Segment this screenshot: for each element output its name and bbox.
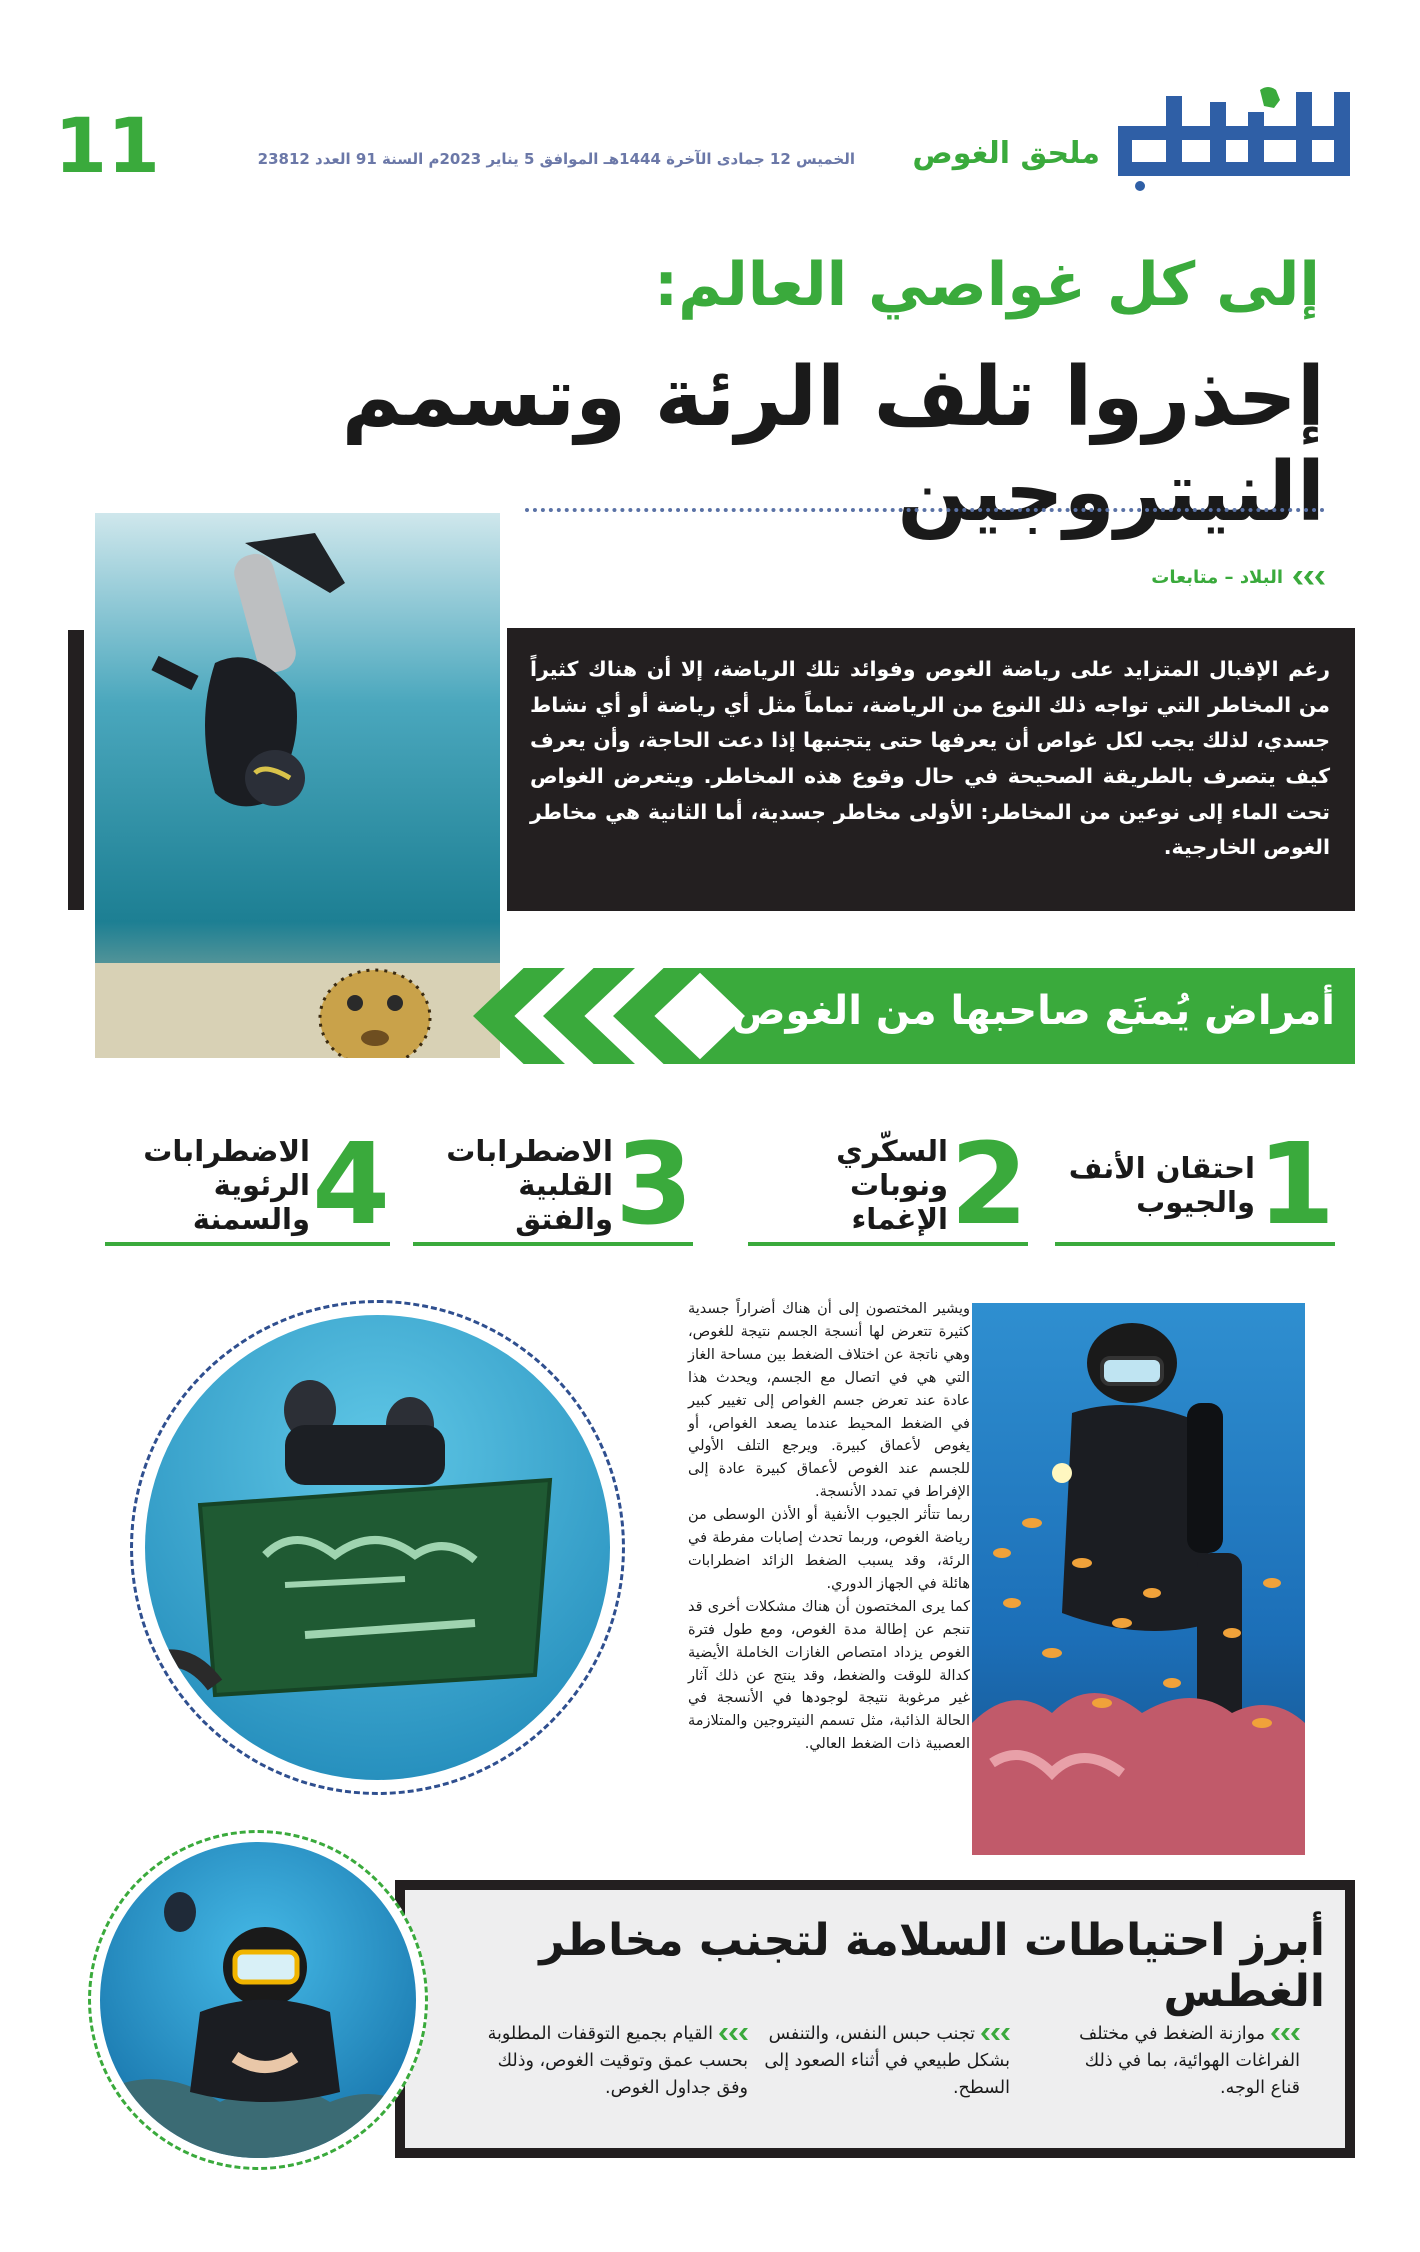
disease-label [105, 1134, 310, 1237]
body-paragraph: كما يرى المختصون أن هناك مشكلات أخرى قد تنجم عن إطالة مدة الغوص، ومع طول فترة الغوص يزداد امتصاص الغازات الخاملة الأيضية كدالة للوقت والضغط، وقد ينتج عن ذلك آثار غير مرغوبة نتيجة لوجودها في الأنسجة في الحالة الذائبة، مثل تسمم النيتروجين والمتلازمة العصبية ذات الضغط العالي. [688, 1598, 970, 1753]
chevrons-icon [1293, 571, 1325, 585]
disease-label-line: القلبية والفتق [515, 1167, 613, 1237]
chevrons-icon [981, 2028, 1010, 2040]
diver-pufferfish-photo [95, 513, 500, 1058]
disease-number: 1 [1257, 1120, 1335, 1250]
headline-kicker: إلى كل غواصي العالم: [654, 250, 1320, 320]
safety-tip-text: تجنب حبس النفس، والتنفس بشكل طبيعي في أثناء الصعود إلى السطح. [764, 2024, 1010, 2099]
body-paragraph: ربما تتأثر الجيوب الأنفية أو الأذن الوسطى من رياضة الغوص، وربما تحدث إصابات مفرطة في الرئة، وقد يسبب الضغط الزائد اضطرابات هائلة في الجهاز الدوري. [688, 1507, 970, 1592]
disease-label [1069, 1151, 1255, 1219]
safety-tip-text: موازنة الضغط في مختلف الفراغات الهوائية، بما في ذلك قناع الوجه. [1079, 2024, 1300, 2099]
disease-number: 4 [312, 1120, 390, 1250]
disease-label-line: والجيوب [1136, 1185, 1255, 1219]
safety-tip-text: القيام بجميع التوقفات المطلوبة بحسب عمق وتوقيت الغوص، وذلك وفق جداول الغوص. [487, 2024, 748, 2099]
disease-item [413, 1120, 693, 1250]
disease-item [748, 1120, 1028, 1250]
disease-number: 2 [950, 1120, 1028, 1250]
disease-label-line: الإغماء [851, 1202, 948, 1237]
supplement-title: ملحق الغوص [912, 136, 1100, 171]
article-body [688, 1298, 970, 1756]
page-title: إحذروا تلف الرئة وتسمم النيتروجين [341, 350, 1325, 540]
disease-label [748, 1134, 948, 1237]
disease-item [1055, 1120, 1335, 1250]
disease-label [413, 1134, 613, 1237]
disease-label-line: الاضطرابات [143, 1133, 310, 1168]
accent-bar [68, 630, 84, 910]
intro-paragraph: رغم الإقبال المتزايد على رياضة الغوص وفوائد تلك الرياضة، إلا أن هناك كثيراً من المخاطر التي تواجه ذلك النوع من الرياضة، تماماً مثل أي رياضة أو أي نشاط جسدي، لذلك يجب لكل غواص أن يعرفها حتى يتجنبها إذا دعت الحاجة، وأن يعرف كيف يتصرف بالطريقة الصحيحة في حال وقوع هذه المخاطر. ويتعرض الغواص تحت الماء إلى نوعين من المخاطر: الأولى مخاطر جسدية، أما الثانية هي مخاطر الغوص الخارجية. [530, 657, 1330, 860]
disease-label-line: احتقان الأنف [1068, 1150, 1255, 1185]
chevron-left-icon [613, 968, 705, 1064]
diseases-banner-title: أمراض يُمنَع صاحبها من الغوص [731, 988, 1335, 1034]
dateline: الخميس 12 جمادى الآخرة 1444هـ الموافق 5 يناير 2023م السنة 91 العدد 23812 [257, 150, 855, 168]
newspaper-logo [1110, 82, 1360, 192]
chevrons-icon [719, 2028, 748, 2040]
divers-flag-photo [145, 1315, 610, 1780]
disease-item [105, 1120, 390, 1250]
disease-label-line: السكّري ونوبات [836, 1133, 948, 1202]
disease-number: 3 [615, 1120, 693, 1250]
safety-tip [468, 2021, 748, 2102]
safety-title: أبرز احتياطات السلامة لتجنب مخاطر الغطس [539, 1915, 1325, 2017]
dotted-divider [525, 508, 1325, 512]
diver-portrait-photo [100, 1842, 416, 2158]
chevrons-icon [1271, 2028, 1300, 2040]
disease-label-line: الرئوية والسمنة [192, 1167, 310, 1237]
diver-reef-photo [972, 1303, 1305, 1855]
byline-text: البلاد – متابعات [1151, 567, 1283, 588]
page-number: 11 [54, 101, 160, 190]
disease-label-line: الاضطرابات [446, 1133, 613, 1168]
body-paragraph: ويشير المختصون إلى أن هناك أضراراً جسدية كثيرة تتعرض لها أنسجة الجسم نتيجة للغوص، وهي ناتجة عن اختلاف الضغط بين مساحة الغاز التي هي في اتصال مع الجسم، ويحدث هذا عادة عند تعرض جسم الغواص إلى تغيير كبير في الضغط المحيط عندما يصعد الغواص، أو يغوص لأعماق كبيرة. ويرجع التلف الأولي للجسم عند الغوص لأعماق كبيرة عادة إلى الإفراط في تمدد الأنسجة. [688, 1301, 970, 1501]
byline [1000, 567, 1325, 588]
safety-tip [760, 2021, 1010, 2102]
safety-tip [1050, 2021, 1300, 2102]
